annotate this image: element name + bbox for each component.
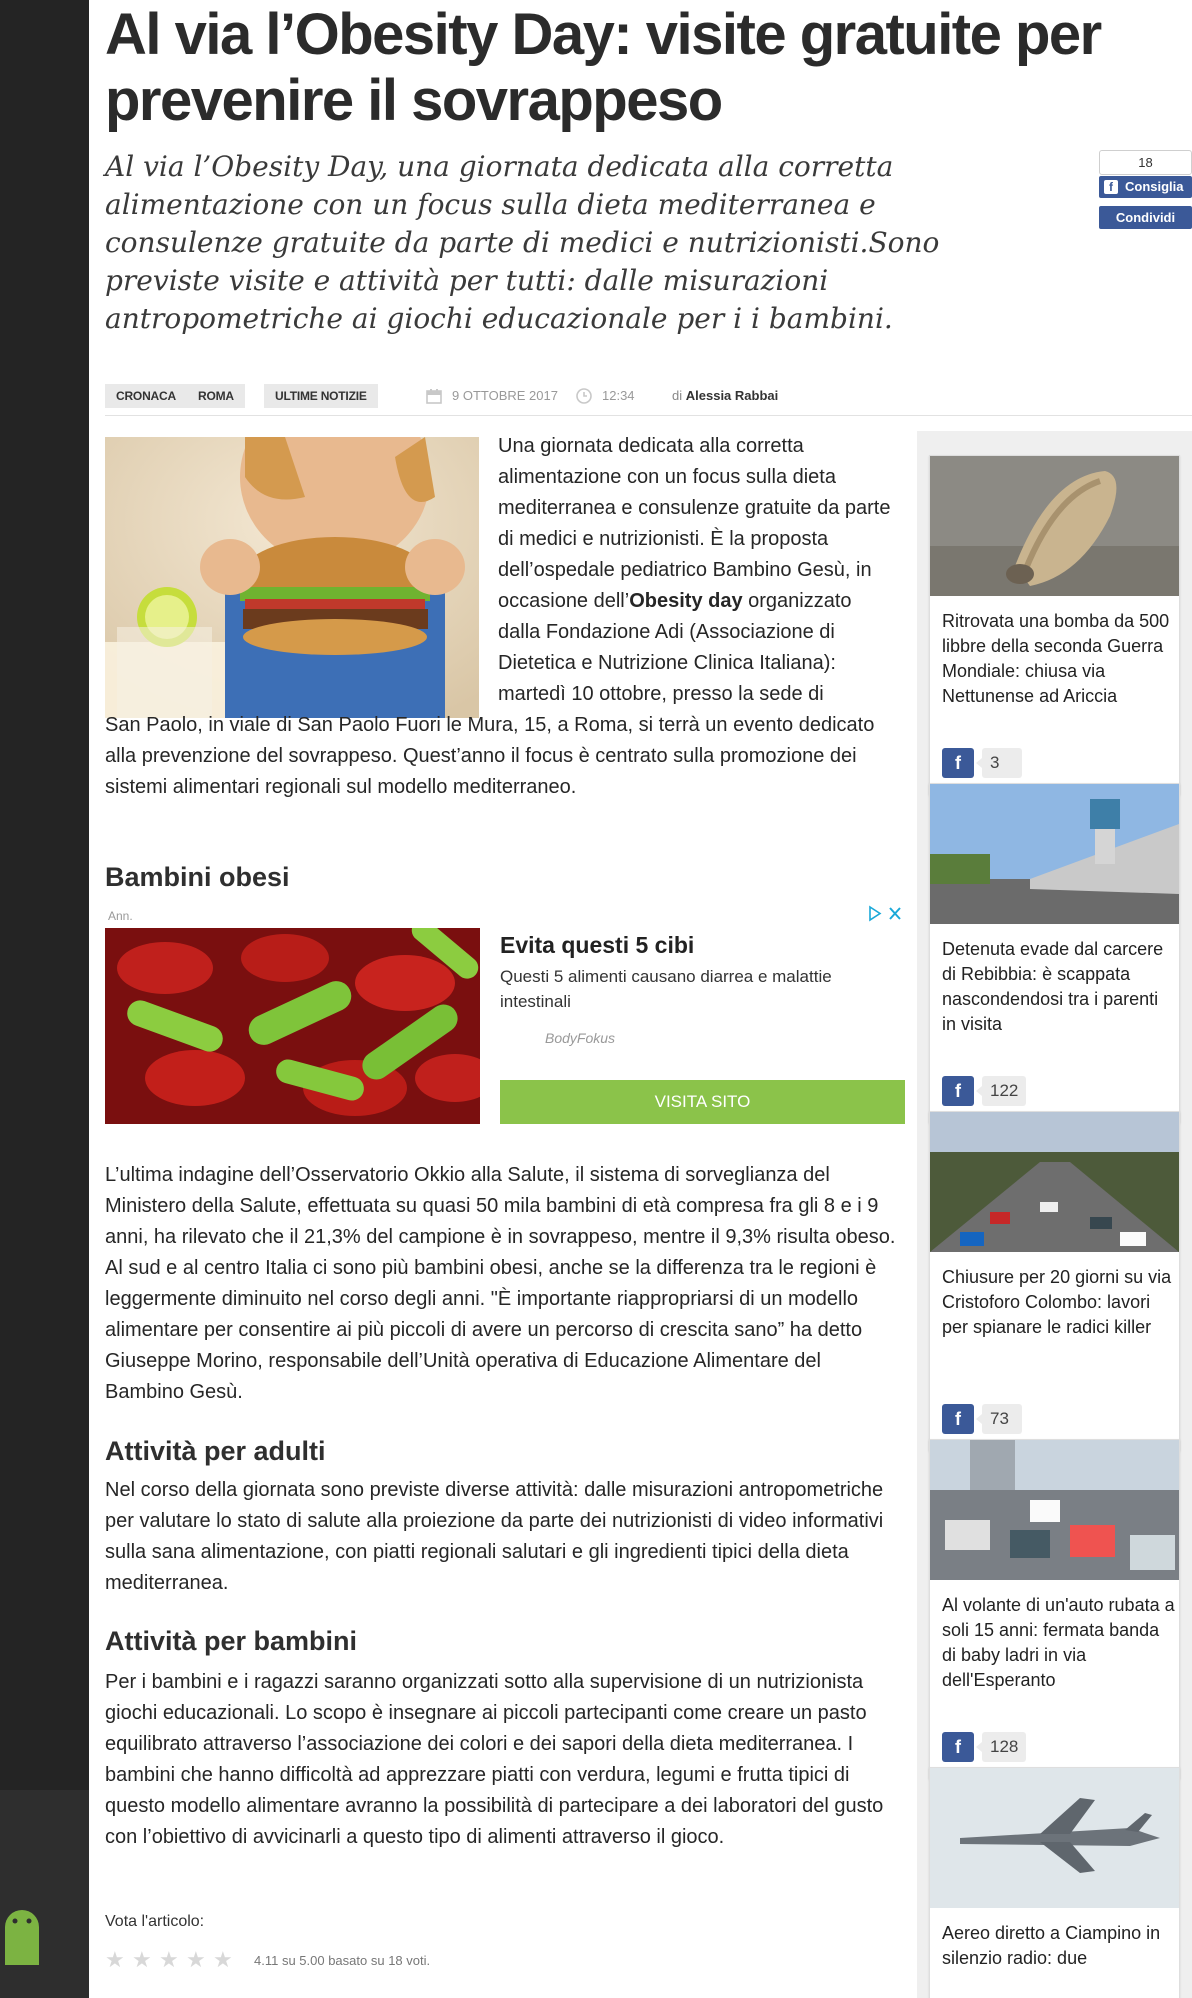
card-2-thumbnail[interactable] [930, 784, 1179, 924]
facebook-icon[interactable]: f [942, 1732, 974, 1762]
card-3-title[interactable]: Chiusure per 20 giorni su via Cristoforo Colombo: lavori per spianare le radici killer [942, 1267, 1172, 1337]
obesity-day-bold: Obesity day [629, 590, 743, 612]
paragraph-1-text: Una giornata dedicata alla corretta alimentazione con un focus sulla dieta mediterranea e consulenze gratuite da parte di medici e nutrizionisti. È la proposta dell’ospedale pediatrico Bambino Gesù, in occasione dell’ [498, 435, 891, 612]
facebook-icon[interactable]: f [942, 1076, 974, 1106]
like-count: 18 [1099, 150, 1192, 175]
star-3-icon[interactable]: ★ [159, 1947, 179, 1972]
sidebar-card-3[interactable] [929, 1111, 1180, 1451]
ad-title[interactable]: Evita questi 5 cibi [500, 932, 695, 958]
card-1-title[interactable]: Ritrovata una bomba da 500 libbre della seconda Guerra Mondiale: chiusa via Nettunense ad Ariccia [942, 611, 1170, 706]
ad-description[interactable]: Questi 5 alimenti causano diarrea e malattie intestinali [500, 967, 832, 1011]
rating-stars[interactable] [105, 1949, 240, 1971]
section-heading-adulti: Attività per adulti [105, 1436, 326, 1466]
article-paragraph-1-continued: San Paolo, in viale di San Paolo Fuori le Mura, 15, a Roma, si terrà un evento dedicato alla prevenzione del sovrappeso. Quest’anno il focus è centrato sulla promozione dei sistemi alimentari regionali sul modello mediterraneo. [105, 714, 875, 798]
calendar-icon [425, 387, 443, 405]
vote-label: Vota l'articolo: [105, 1913, 205, 1930]
card-3-thumbnail[interactable] [930, 1112, 1179, 1252]
left-strip-lower [0, 1790, 89, 1998]
ad-label: Ann. [108, 909, 133, 923]
article-headline: Al via l’Obesity Day: visite gratuite per prevenire il sovrappeso [105, 2, 1101, 133]
sidebar-card-5[interactable] [929, 1767, 1180, 1998]
card-5-thumbnail[interactable] [930, 1768, 1179, 1908]
facebook-like-button[interactable] [1099, 176, 1192, 198]
card-5-title[interactable]: Aereo diretto a Ciampino in silenzio radio: due [942, 1923, 1161, 1968]
star-2-icon[interactable]: ★ [132, 1947, 152, 1972]
ad-visit-button[interactable]: VISITA SITO [500, 1080, 905, 1124]
tag-ultime-notizie[interactable]: ULTIME NOTIZIE [264, 384, 378, 408]
article-paragraph-1 [498, 431, 898, 710]
card-1-thumbnail[interactable] [930, 456, 1179, 596]
card-2-share-count: 122 [982, 1076, 1026, 1106]
sidebar-card-4[interactable] [929, 1439, 1180, 1779]
ad-image-bacteria[interactable] [105, 928, 480, 1124]
left-dark-strip [0, 0, 89, 1998]
author-prefix: di [672, 388, 683, 403]
facebook-share-box [1099, 150, 1192, 230]
tag-roma[interactable]: ROMA [187, 384, 245, 408]
adchoices-icon[interactable] [867, 905, 905, 922]
facebook-icon[interactable]: f [942, 1404, 974, 1434]
rating-stats: 4.11 su 5.00 basato su 18 voti. [254, 1953, 431, 1968]
clock-icon [575, 387, 593, 405]
ad-source: BodyFokus [545, 1030, 616, 1046]
article-meta [105, 384, 1192, 416]
card-4-title[interactable]: Al volante di un'auto rubata a soli 15 anni: fermata banda di baby ladri in via dell'Esperanto [942, 1595, 1175, 1690]
section-heading-bambini: Attività per bambini [105, 1626, 358, 1656]
star-1-icon[interactable]: ★ [105, 1947, 125, 1972]
card-1-share-count: 3 [982, 748, 1022, 778]
lead-image-burger-child [105, 437, 479, 718]
article-author [672, 388, 778, 403]
star-4-icon[interactable]: ★ [186, 1947, 206, 1972]
facebook-share-button[interactable]: Condividi [1099, 206, 1192, 229]
article-paragraph-2: L’ultima indagine dell’Osservatorio Okkio alla Salute, il sistema di sorveglianza del Ministero della Salute, effettuata su quasi 50 mila bambini di età compresa fra gli 8 e i 9 anni, ha rilevato che il 21,3% del campione è in sovrappeso, mentre il 9,3% risulta obeso. Al sud e al centro Italia ci sono più bambini obesi, anche se la differenza tra le regioni è leggermente diminuito nel corso degli anni. "È importante riappropriarsi di un modello alimentare per consentire ai più piccoli di avere un percorso di crescita sano” ha detto Giuseppe Morino, responsabile dell’Unità operativa di Educazione Alimentare del Bambino Gesù. [105, 1164, 896, 1403]
section-heading-bambini-obesi: Bambini obesi [105, 862, 290, 892]
paragraph-1-text-after: organizzato dalla Fondazione Adi (Associazione di Dietetica e Nutrizione Clinica Italiana): martedì 10 ottobre, presso la sede di [498, 590, 852, 705]
author-name[interactable]: Alessia Rabbai [685, 388, 779, 403]
facebook-icon: f [1104, 180, 1118, 194]
article-date: 9 OTTOBRE 2017 [452, 388, 558, 403]
android-icon [2, 1905, 42, 1965]
article-time: 12:34 [602, 388, 635, 403]
card-4-share-count: 128 [982, 1732, 1026, 1762]
facebook-icon[interactable]: f [942, 748, 974, 778]
star-5-icon[interactable]: ★ [213, 1947, 233, 1972]
advertisement[interactable] [105, 902, 905, 1124]
card-3-share-count: 73 [982, 1404, 1022, 1434]
sidebar-card-1[interactable] [929, 455, 1180, 795]
article-paragraph-4: Per i bambini e i ragazzi saranno organizzati sotto alla supervisione di un nutrizionista giochi educazionali. Lo scopo è insegnare ai piccoli partecipanti come creare un pasto equilibrato attraverso l’associazione dei colori e dei sapori della dieta mediterranea. I bambini che hanno difficoltà ad apprezzare piatti con verdura, legumi e frutta tipici di questo modello alimentare avranno la possibilità di partecipare a dei laboratori del gusto con l’obiettivo di avvicinarli a questo tipo di alimenti attraverso il gioco. [105, 1671, 884, 1848]
tag-cronaca[interactable]: CRONACA [105, 384, 187, 408]
article-paragraph-3: Nel corso della giornata sono previste diverse attività: dalle misurazioni antropometriche per valutare lo stato di salute alla proiezione da parte dei nutrizionisti di video informativi sulla sana alimentazione, con piatti regionali salutari e gli ingredienti tipici della dieta mediterranea. [105, 1479, 884, 1594]
card-2-title[interactable]: Detenuta evade dal carcere di Rebibbia: è scappata nascondendosi tra i parenti in visita [942, 939, 1164, 1034]
article-subtitle: Al via l’Obesity Day, una giornata dedicata alla corretta alimentazione con un focus sulla dieta mediterranea e consulenze gratuite da parte di medici e nutrizionisti.Sono previste visite e attività per tutti: dalle misurazioni antropometriche ai giochi educazionale per i i bambini. [105, 150, 940, 335]
sidebar-card-2[interactable] [929, 783, 1180, 1123]
like-label: Consiglia [1125, 179, 1184, 194]
card-4-thumbnail[interactable] [930, 1440, 1179, 1580]
